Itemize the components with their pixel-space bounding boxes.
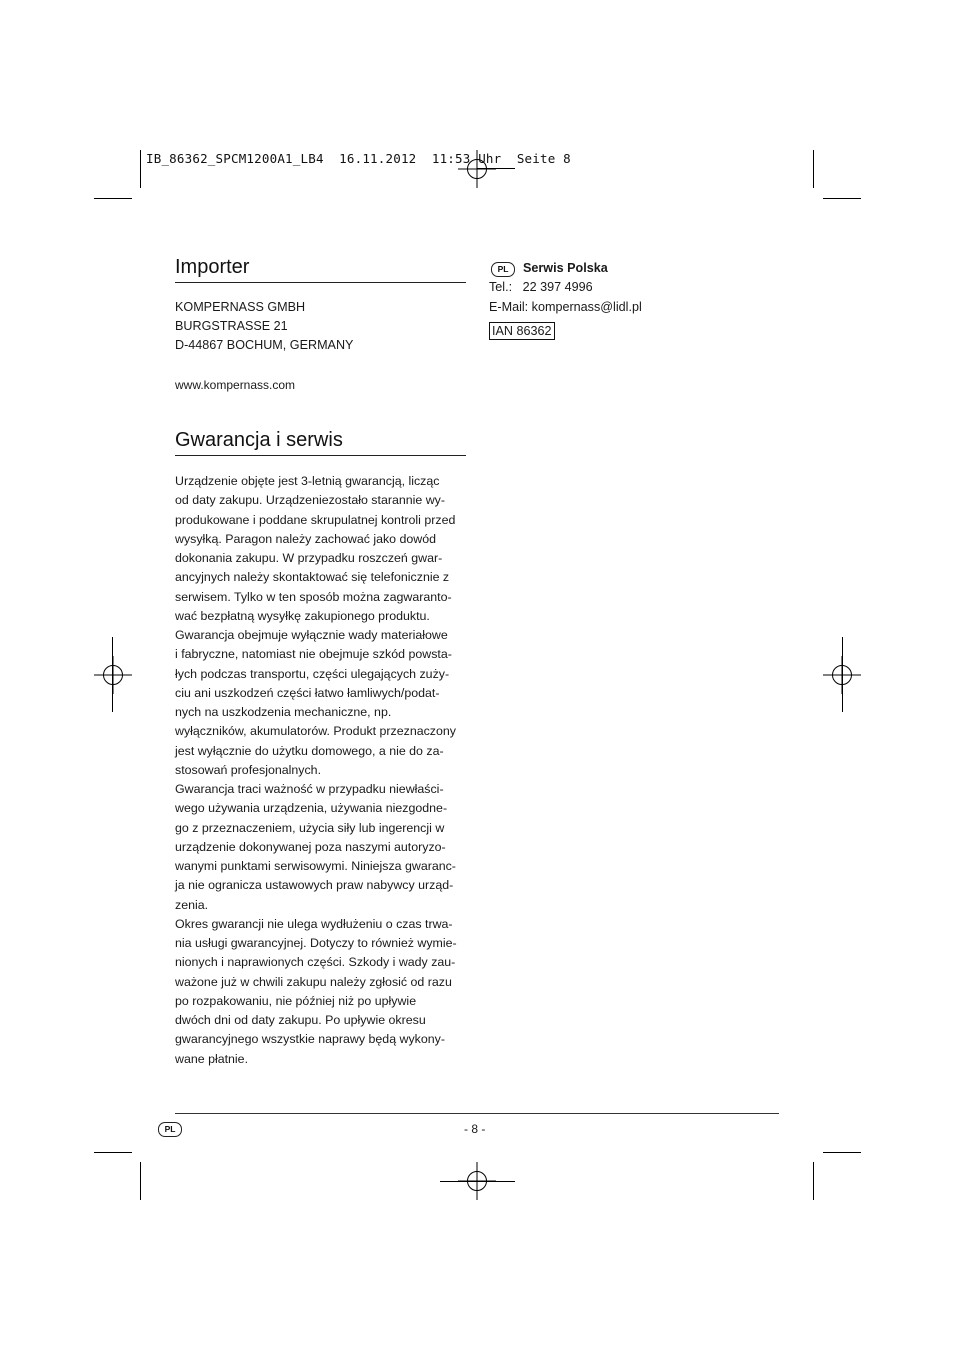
footer-pl-badge: PL <box>158 1122 182 1137</box>
importer-heading-rule <box>175 282 466 283</box>
warranty-line: nia usługi gwarancyjnej. Dotyczy to również wymie- <box>175 936 457 950</box>
warranty-line: jest wyłącznie do użytku domowego, a nie do za- <box>175 743 444 758</box>
warranty-line: nych na uszkodzenia mechaniczne, np. <box>175 705 392 719</box>
warranty-line: dokonania zakupu. W przypadku roszczeń gwar- <box>175 551 443 565</box>
warranty-line: gwarancyjnego wszystkie naprawy będą wykony- <box>175 1032 445 1047</box>
warranty-line: urządzenie dokonywanej poza naszymi autoryzo- <box>175 839 446 854</box>
warranty-line: wyłączników, akumulatorów. Produkt przeznaczony <box>175 724 456 739</box>
service-title: Serwis Polska <box>523 261 608 275</box>
ian-number-box: IAN 86362 <box>489 322 555 340</box>
warranty-line: ważone już w chwili zakupu należy zgłosić od razu <box>175 974 452 989</box>
crop-mark-bottom-right-horizontal <box>823 1152 861 1153</box>
importer-heading: Importer <box>175 256 250 278</box>
warranty-line: produkowane i poddane skrupulatnej kontroli przed <box>175 512 456 527</box>
warranty-line: zenia. <box>175 897 209 912</box>
warranty-line: ja nie ogranicza ustawowych praw nabywcy urząd- <box>175 878 454 893</box>
warranty-body <box>175 472 457 1069</box>
warranty-heading: Gwarancja i serwis <box>175 429 343 451</box>
warranty-line: serwisem. Tylko w ten sposób można zagwaranto- <box>175 589 452 604</box>
registration-mark-left-icon <box>94 656 132 694</box>
crop-mark-top-left-vertical <box>140 150 141 188</box>
importer-website: www.kompernass.com <box>175 378 296 392</box>
warranty-line: ancyjnych należy skontaktować się telefonicznie z <box>175 570 450 585</box>
warranty-line: i fabryczne, natomiast nie obejmuje szkód powsta- <box>175 647 452 662</box>
warranty-line: wać bezpłatną wysyłkę zakupionego produktu. <box>175 608 430 623</box>
registration-mark-bottom-icon <box>458 1162 496 1200</box>
warranty-line: po rozpakowaniu, nie później niż po upływie <box>175 993 417 1008</box>
service-phone: Tel.: 22 397 4996 <box>489 280 593 294</box>
warranty-line: stosowań profesjonalnych. <box>175 762 322 777</box>
importer-street: BURGSTRASSE 21 <box>175 319 288 333</box>
service-email: E-Mail: kompernass@lidl.pl <box>489 300 642 314</box>
page-number: - 8 - <box>464 1122 486 1136</box>
registration-mark-right-icon <box>823 656 861 694</box>
warranty-line: od daty zakupu. Urządzeniezostało starannie wy- <box>175 493 445 508</box>
warranty-line: go z przeznaczeniem, użycia siły lub ingerencji w <box>175 820 445 835</box>
crop-mark-top-right-horizontal <box>823 198 861 199</box>
importer-company: KOMPERNASS GMBH <box>175 300 306 314</box>
crop-mark-top-left-horizontal <box>94 198 132 199</box>
warranty-line: ciu ani uszkodzeń części łatwo łamliwych/podat- <box>175 685 440 700</box>
importer-city: D-44867 BOCHUM, GERMANY <box>175 338 354 352</box>
footer-rule <box>175 1113 779 1114</box>
warranty-line: łych podczas transportu, części ulegających zuży- <box>175 666 450 681</box>
warranty-line: Gwarancja obejmuje wyłącznie wady materiałowe <box>175 628 448 642</box>
pl-country-badge: PL <box>491 262 515 277</box>
warranty-line: wane płatnie. <box>175 1051 249 1066</box>
crop-mark-bottom-right-vertical <box>813 1162 814 1200</box>
crop-mark-top-right-vertical <box>813 150 814 188</box>
warranty-line: wysyłką. Paragon należy zachować jako dowód <box>175 531 437 546</box>
warranty-line: nionych i naprawionych części. Szkody i wady zau- <box>175 955 456 970</box>
crop-mark-bottom-left-horizontal <box>94 1152 132 1153</box>
warranty-line: wanymi punktami serwisowymi. Niniejsza gwaranc- <box>175 859 456 873</box>
registration-mark-top-icon <box>458 150 496 188</box>
warranty-line: Urządzenie objęte jest 3-letnią gwarancją, licząc <box>175 474 440 488</box>
warranty-heading-rule <box>175 455 466 456</box>
warranty-line: Gwarancja traci ważność w przypadku niewłaści- <box>175 782 444 796</box>
warranty-line: wego używania urządzenia, używania niezgodne- <box>175 801 448 816</box>
crop-mark-bottom-left-vertical <box>140 1162 141 1200</box>
warranty-line: dwóch dni od daty zakupu. Po upływie okresu <box>175 1013 426 1027</box>
print-slug-line: IB_86362_SPCM1200A1_LB4 16.11.2012 11:53 Uhr Seite 8 <box>146 151 571 166</box>
warranty-line: Okres gwarancji nie ulega wydłużeniu o czas trwa- <box>175 916 453 931</box>
